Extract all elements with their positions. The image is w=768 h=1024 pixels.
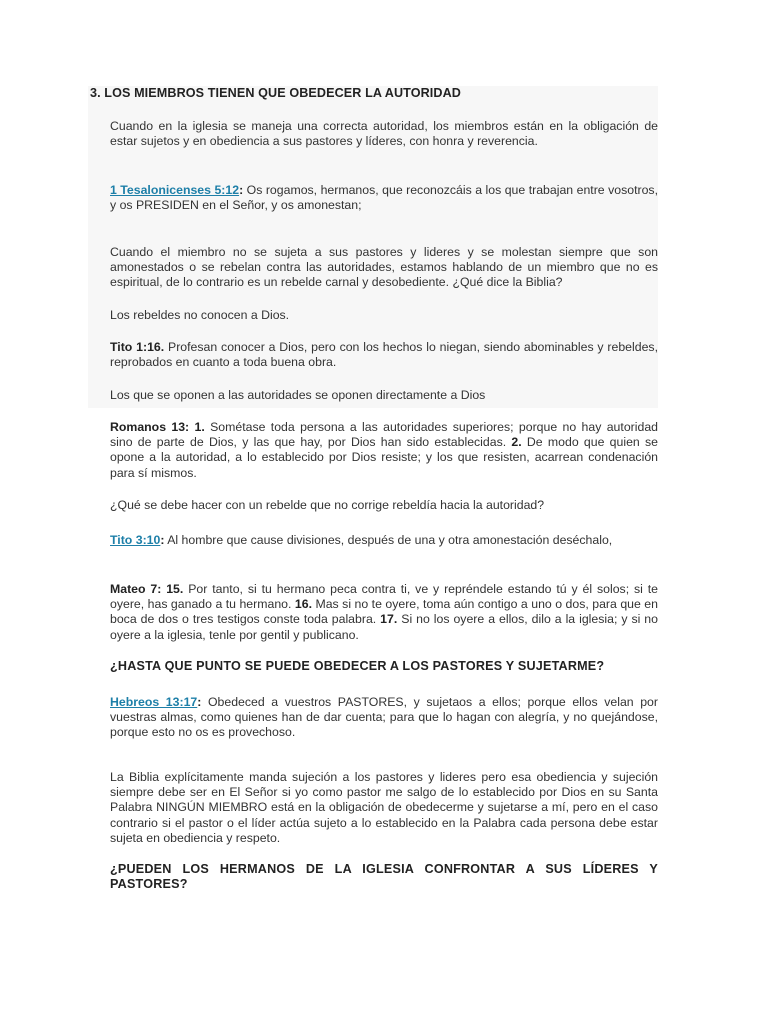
paragraph-intro: Cuando en la iglesia se maneja una correcta autoridad, los miembros están en la obligación de estar sujetos y en obediencia a sus pastores y líderes, con honra y reverencia. xyxy=(110,119,658,149)
verse-text: Sométase toda persona a las autoridades superiores; porque no hay autoridad sino de parte de Dios, y las que hay, por Dios han sido establecidas. xyxy=(110,420,658,450)
verse-number: 2. xyxy=(511,435,522,450)
paragraph-tesalonicenses xyxy=(110,183,658,213)
paragraph-tito-3-10 xyxy=(110,533,658,548)
paragraph-hebreos xyxy=(110,695,658,741)
paragraph-biblia: La Biblia explícitamente manda sujeción a los pastores y lideres pero esa obediencia y sujeción siempre debe ser en El Señor si yo como pastor me salgo de lo establecido por Dios en su Santa Palabra NINGÚN MIEMBRO está en la obligación de obedecerme y sujetarse a mí, pero en el caso contrario si el pastor o el líder actúa sujeto a lo establecido en la Palabra cada persona debe estar sujeta en obediencia y respeto. xyxy=(110,770,658,845)
colon: : xyxy=(197,695,202,709)
verse-ref: Romanos 13: 1. xyxy=(110,420,205,434)
colon: : xyxy=(239,183,244,197)
verse-ref: Tito 1:16. xyxy=(110,340,165,354)
link-hebreos-13-17[interactable]: Hebreos 13:17 xyxy=(110,695,198,709)
paragraph-mateo xyxy=(110,582,658,643)
heading-confront-leaders: ¿PUEDEN LOS HERMANOS DE LA IGLESIA CONFRONTAR A SUS LÍDERES Y PASTORES? xyxy=(110,862,658,891)
verse-text: Por tanto, si tu hermano peca contra ti, ve y repréndele estando tú y él solos; si te oyere, has ganado a tu hermano. xyxy=(110,582,658,612)
heading-obey-pastors: ¿HASTA QUE PUNTO SE PUEDE OBEDECER A LOS PASTORES Y SUJETARME? xyxy=(110,659,605,673)
verse-text: Profesan conocer a Dios, pero con los hechos lo niegan, siendo abominables y rebeldes, reprobados en cuanto a toda buena obra. xyxy=(110,340,658,370)
verse-text: Al hombre que cause divisiones, después de una y otra amonestación deséchalo, xyxy=(164,533,613,547)
paragraph-oppose: Los que se oponen a las autoridades se oponen directamente a Dios xyxy=(110,388,486,402)
colon: : xyxy=(160,533,165,547)
verse-number: 17. xyxy=(380,612,398,627)
section-title: 3. LOS MIEMBROS TIENEN QUE OBEDECER LA AUTORIDAD xyxy=(90,86,461,100)
verse-text: Mas si no te oyere, toma aún contigo a uno o dos, para que en boca de dos o tres testigos conste toda palabra. xyxy=(110,597,658,627)
verse-text: Os rogamos, hermanos, que reconozcáis a los que trabajan entre vosotros, y os PRESIDEN en el Señor, y os amonestan; xyxy=(110,183,658,213)
paragraph-rebel-member: Cuando el miembro no se sujeta a sus pastores y lideres y se molestan siempre que son amonestados o se rebelan contra las autoridades, estamos hablando de un miembro que no es espiritual, de lo contrario es un rebelde carnal y desobediente. ¿Qué dice la Biblia? xyxy=(110,245,658,290)
verse-ref: Mateo 7: 15. xyxy=(110,582,184,596)
paragraph-question: ¿Qué se debe hacer con un rebelde que no corrige rebeldía hacia la autoridad? xyxy=(110,498,545,512)
paragraph-romanos-13 xyxy=(110,420,658,481)
link-tito-3-10[interactable]: Tito 3:10 xyxy=(110,533,161,547)
verse-text: Obedeced a vuestros PASTORES, y sujetaos a ellos; porque ellos velan por vuestras almas, como quienes han de dar cuenta; para que lo hagan con alegría, y no quejándose, porque esto no os es provechoso. xyxy=(110,695,658,740)
verse-text: De modo que quien se opone a la autoridad, a lo establecido por Dios resiste; y los que resisten, acarrean condenación para sí mismos. xyxy=(110,435,658,480)
paragraph-rebels: Los rebeldes no conocen a Dios. xyxy=(110,308,290,322)
paragraph-tito-1-16 xyxy=(110,340,658,370)
verse-text: Si no los oyere a ellos, dilo a la iglesia; y si no oyere a la iglesia, tenle por gentil y publicano. xyxy=(110,612,658,642)
link-1-tesalonicenses-5-12[interactable]: 1 Tesalonicenses 5:12 xyxy=(110,183,240,197)
verse-number: 16. xyxy=(294,597,312,612)
